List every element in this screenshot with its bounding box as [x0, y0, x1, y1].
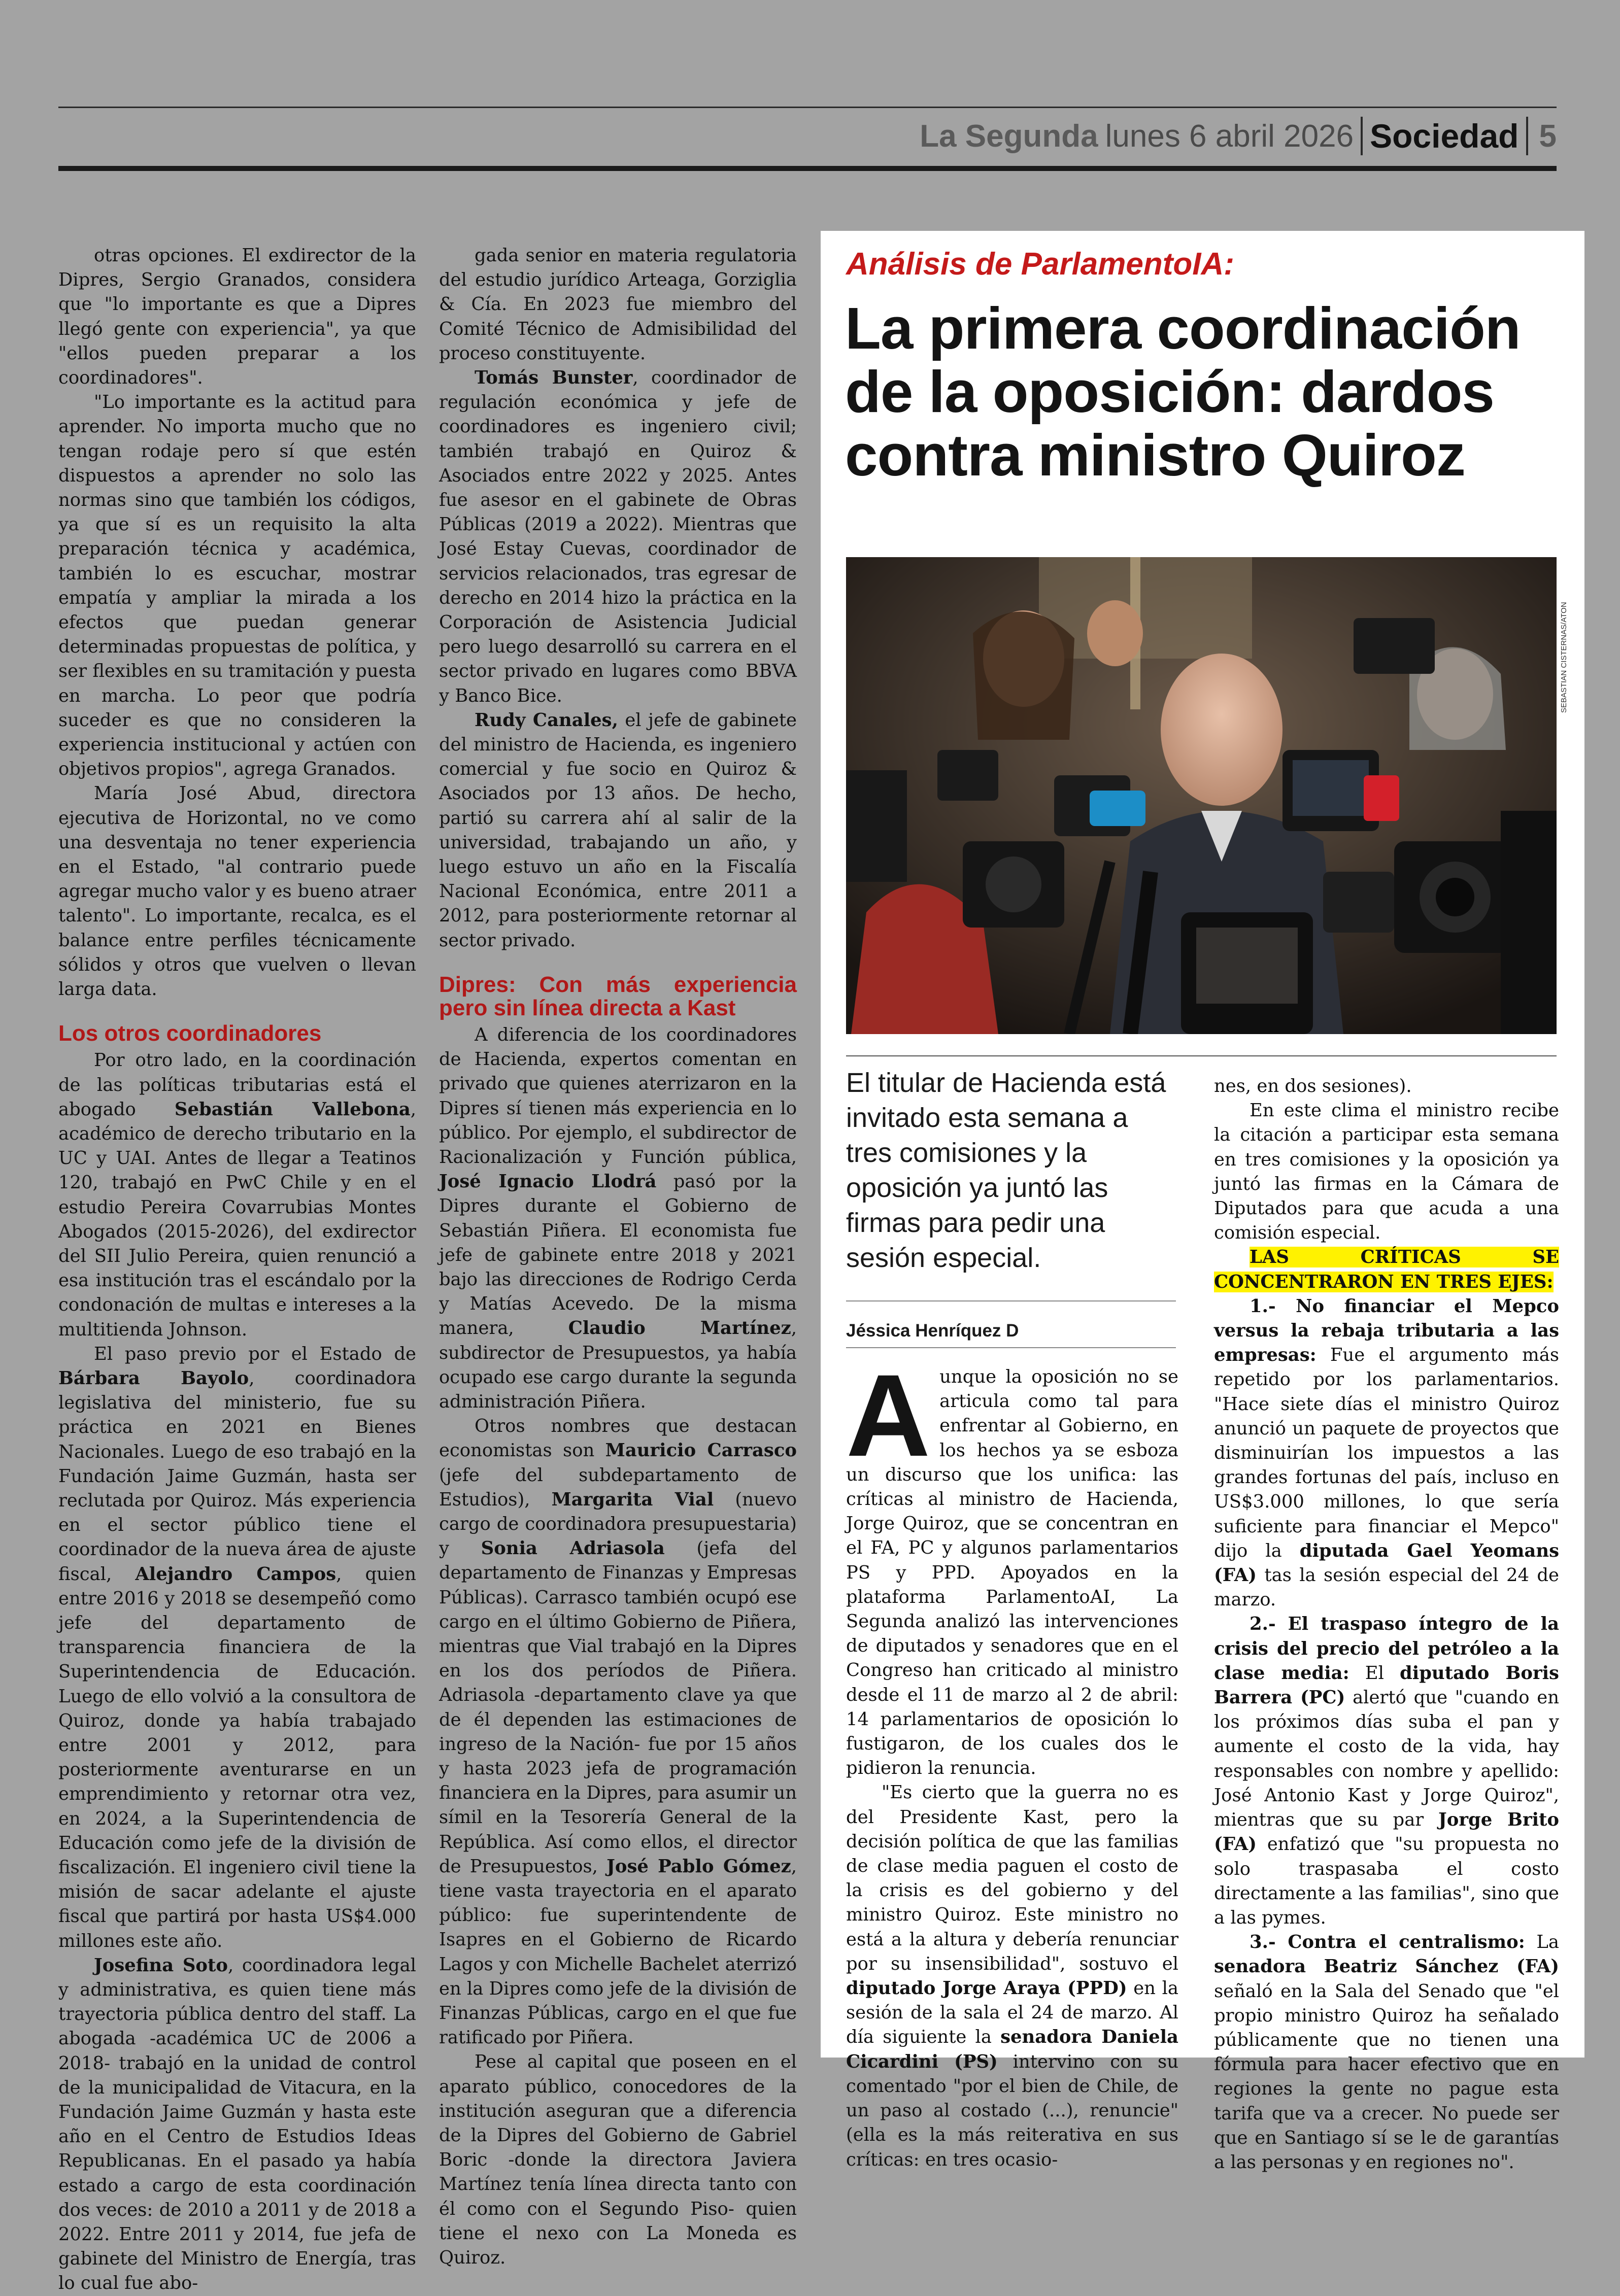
paragraph [1214, 1612, 1559, 1930]
text-run: , académico de derecho tributario en la UC y UAI. Antes de llegar a Teatinos 120, trabajó en PwC Chile y en el estudio Pereira Covarrubias Montes Abogados (2015-2026), del exdirector del SII Julio Pereira, quien renunció a esa institución tras el escándalo por la condonación de multas e intereses a la multitienda Johnson. [58, 1099, 417, 1340]
text-run: "Es cierto que la guerra no es del Presidente Kast, pero la decisión política de que las familias de clase media paguen el costo de la crisis es del gobierno y del ministro Quiroz. Este ministro no está a la altura y debería renunciar por su insensibilidad", sostuvo el [846, 1782, 1178, 1974]
text-run: diputado Boris Barrera (PC) [1214, 1662, 1559, 1708]
column-body [439, 244, 797, 953]
text-run: diputado Jorge Araya (PPD) [846, 1978, 1127, 1999]
paragraph [846, 1780, 1178, 2172]
text-run: alertó que "cuando en los próximos días suba el pan y aumente el costo de la vida, hay responsables con nombre y apellido: José Antonio Kast y Jorge Quiroz", mientras que su par [1214, 1687, 1559, 1831]
column-body [58, 244, 416, 1002]
text-run: Por otro lado, en la coordinación de las políticas tributarias está el abogado [58, 1050, 416, 1120]
text-run: el jefe de gabinete del ministro de Hacienda, es ingeniero comercial y fue socio en Quiroz & Asociados por 13 años. De hecho, partió su carrera ahí al salir de la universidad, trabajando un año, y luego estuvo un año en la Fiscalía Nacional Económica, entre 2011 a 2012, para posteriormente retornar al sector privado. [439, 709, 797, 951]
column-body [1214, 1074, 1559, 2175]
text-run: 2.- El traspaso íntegro de la crisis del precio del petróleo a la clase media: [1214, 1614, 1559, 1684]
panel-divider [846, 1055, 1557, 1056]
subheading: Los otros coordinadores [58, 1021, 322, 1046]
text-run: "Lo importante es la actitud para aprender. No importa mucho que no tengan rodaje pero sí que estén dispuestos a aprender no solo las normas sino que también los códigos, ya que sí es un requisito la alta preparación técnica y académica, también lo es escuchar, mostrar empatía y ampliar la mirada a los efectos que puedan generar determinadas propuestas de política, y ser flexibles en su tramitación y puesta en marcha. Lo peor que podría suceder es que no consideren la experiencia institucional y actúen con objetivos propios", agrega Granados. [58, 392, 416, 780]
text-run: (nuevo cargo de coordinadora presupuestaria) y [439, 1489, 797, 1559]
text-run: José Ignacio Llodrá [439, 1171, 657, 1192]
text-run: En este clima el ministro recibe la citación a participar esta semana en tres comisiones y la oposición ya juntó las firmas en la Cámara de Diputados para que acuda a una comisión especial. [1214, 1100, 1559, 1244]
text-run: pasó por la Dipres durante el Gobierno de Sebastián Piñera. El economista fue jefe de gabinete entre 2018 y 2021 bajo las direcciones de Rodrigo Cerda y Matías Acevedo. De la misma manera, [439, 1171, 797, 1339]
byline: Jéssica Henríquez D [846, 1321, 1019, 1341]
header-bottom-rule [58, 166, 1557, 171]
article-column-2 [439, 244, 797, 2270]
text-run: Margarita Vial [551, 1489, 714, 1510]
text-run: Pese al capital que poseen en el aparato público, conocedores de la institución aseguran que a diferencia de la Dipres del Gobierno de Gabriel Boric -donde la directora Javiera Martínez tenía línea directa tanto con él como con el Segundo Piso- quien tiene el nexo con La Moneda es Quiroz. [439, 2051, 797, 2269]
text-run: Sonia Adriasola [481, 1538, 665, 1559]
paragraph [58, 1342, 416, 1954]
text-run: , tiene vasta trayectoria en el aparato público: fue superintendente de Isapres en el Gobierno de Ricardo Lagos y con Michelle Bachelet aterrizó en la Dipres como jefe de la división de Finanzas Públicas, cargo en el que fue ratificado por Piñera. [439, 1856, 797, 2048]
column-body [846, 1350, 1179, 2172]
text-run: Josefina Soto [94, 1955, 228, 1976]
text-run: , subdirector de Presupuestos, ya había ocupado ese cargo durante la segunda administración Piñera. [439, 1318, 797, 1412]
paragraph [439, 1414, 797, 2050]
photo-credit: SEBASTIAN CISTERNAS/ATON [1560, 602, 1568, 713]
issue-date: lunes 6 abril 2026 [1105, 118, 1354, 154]
text-run: 3.- Contra el centralismo: [1250, 1932, 1525, 1953]
header-top-rule [58, 107, 1557, 108]
paragraph [439, 2050, 797, 2270]
column-body [439, 1023, 797, 2270]
text-run: intervino con su comentado "por el bien de Chile, de un paso al costado (...), renuncie" (ella es la más reiterativa en sus críticas: en tres ocasio- [846, 2051, 1179, 2170]
drop-cap: A [846, 1350, 931, 1481]
press-scrum-photo [846, 557, 1557, 1034]
text-run: Rudy Canales, [475, 709, 618, 731]
text-run: Mauricio Carrasco [605, 1440, 797, 1461]
text-run: El [1349, 1662, 1400, 1684]
section-name: Sociedad [1370, 117, 1519, 155]
paragraph [1214, 1294, 1559, 1613]
text-run: 1.- No financiar el Mepco versus la rebaja tributaria a las empresas: [1214, 1295, 1559, 1366]
header-separator [1361, 117, 1363, 155]
paragraph [1214, 1074, 1559, 1099]
kicker: Análisis de ParlamentoIA: [846, 247, 1234, 282]
subheading: Dipres: Con más experiencia pero sin línea directa a Kast [439, 972, 797, 1020]
text-run: , quien entre 2016 y 2018 se desempeñó como jefe del departamento de transparencia financiera de la Superintendencia de Educación. Luego de ello volvió a la consultora de Quiroz, donde ya había trabajado entre 2001 y 2012, para posteriormente aventurarse en un emprendimiento y retornar otra vez, en 2024, a la Superintendencia de Educación como jefe de la división de fiscalización. El ingeniero civil tiene la misión de sacar adelante el ajuste fiscal que partirá por hasta US$4.000 millones este año. [58, 1563, 416, 1951]
text-run: enfatizó que "su propuesta no solo traspasaba el costo directamente a las familias", sino que a las pymes. [1214, 1834, 1559, 1928]
text-run: Tomás Bunster [475, 367, 633, 389]
text-run: gada senior en materia regulatoria del estudio jurídico Arteaga, Gorziglia & Cía. En 2023 fue miembro del Comité Técnico de Admisibilidad del proceso constituyente. [439, 245, 797, 364]
text-run: Sebastián Vallebona [174, 1099, 411, 1120]
text-run: (jefe del subdepartamento de Estudios), [439, 1464, 797, 1510]
paragraph [439, 366, 797, 708]
paragraph [58, 390, 416, 781]
paragraph [58, 1048, 416, 1342]
text-run: unque la oposición no se articula como tal para enfrentar al Gobierno, en los hechos ya se esboza un discurso que los unifica: las críticas al ministro de Hacienda, Jorge Quiroz, que se concentran en el FA, PC y algunos parlamentarios PS y PPD. Apoyados en la plataforma ParlamentoAI, La Segunda analizó las intervenciones de diputados y senadores que en el Congreso han criticado al ministro desde el 11 de marzo al 2 de abril: 14 parlamentarios de oposición lo fustigaron, de los cuales dos le pidieron la renuncia. [846, 1366, 1178, 1779]
column-body [58, 1048, 416, 2295]
text-run: , coordinadora legal y administrativa, es quien tiene más trayectoria pública dentro del staff. La abogada -académica UC de 2006 a 2018- trabajó en la unidad de control de la municipalidad de Vitacura, en la Fundación Jaime Guzmán y hasta este año en el Centro de Estudios Ideas Republicanas. En el pasado ya había estado a cargo de esta coordinación dos veces: de 2010 a 2011 y de 2018 a 2022. Entre 2011 y 2014, fue jefa de gabinete del Ministro de Energía, tras lo cual fue abo- [58, 1955, 416, 2294]
text-run: tas la sesión especial del 24 de marzo. [1214, 1565, 1559, 1610]
text-run: José Pablo Gómez [606, 1856, 791, 1877]
text-run: Claudio Martínez [568, 1318, 791, 1339]
text-run: otras opciones. El exdirector de la Dipres, Sergio Granados, considera que "lo importante es que a Dipres llegó gente con experiencia", ya que "ellos pueden preparar a los coordinadores". [58, 245, 416, 389]
paragraph [58, 1954, 416, 2296]
header-separator [1526, 117, 1528, 155]
page-number: 5 [1539, 118, 1557, 154]
paragraph [58, 244, 416, 390]
text-run: diputada Gael Yeomans (FA) [1214, 1540, 1559, 1586]
article-column-1 [58, 244, 416, 2296]
paragraph [58, 781, 416, 1002]
text-run: Fue el argumento más repetido por los parlamentarios. "Hace siete días el ministro Quiroz anunció un paquete de proyectos que disminuirían los impuestos a las grandes fortunas del país, incluso en US$3.000 millones, lo que sería suficiente para financiar el Mepco" dijo la [1214, 1345, 1559, 1561]
text-run: Alejandro Campos [135, 1563, 336, 1585]
deck: El titular de Hacienda está invitado esta semana a tres comisiones y la oposición ya juntó las firmas para pedir una sesión especial. [846, 1068, 1166, 1273]
panel-column-1 [846, 1350, 1179, 2172]
paragraph [439, 708, 797, 953]
text-run: El paso previo por el Estado de [94, 1343, 416, 1364]
deck-divider [846, 1300, 1176, 1301]
text-run: (jefa del departamento de Finanzas y Empresas Públicas). Carrasco también ocupó ese cargo en el último Gobierno de Piñera, mientras que Vial trabajó en la Dipres en los dos períodos de Piñera. Adriasola -departamento clave ya que de él dependen las estimaciones de ingreso de la Nación- fue por 15 años y hasta 2023 jefa de programación financiera en la Dipres, para asumir un símil en la Tesorería General de la República. Así como ellos, el director de Presupuestos, [439, 1538, 797, 1877]
news-photo [846, 557, 1557, 1034]
text-run: , coordinadora legislativa del ministerio, fue su práctica en 2021 en Bienes Nacionales. Luego de eso trabajó en la Fundación Jaime Guzmán, hasta ser reclutada por Quiroz. Más experiencia en el sector público tiene el coordinador de la nueva área de ajuste fiscal, [58, 1367, 416, 1585]
paragraph [1214, 1245, 1559, 1294]
text-run: A diferencia de los coordinadores de Hacienda, expertos comentan en privado que quienes aterrizaron en la Dipres sí tienen más experiencia en lo público. Por ejemplo, el subdirector de Racionalización y Función pública, [439, 1024, 797, 1168]
text-run: LAS CRÍTICAS SE CONCENTRARON EN TRES EJES: [1214, 1247, 1559, 1292]
text-run: La [1525, 1932, 1559, 1953]
text-run: , coordinador de regulación económica y jefe de coordinadores es ingeniero civil; también trabajó en Quiroz & Asociados entre 2022 y 2025. Antes fue asesor en el gabinete de Obras Públicas (2019 a 2022). Mientras que José Estay Cuevas, coordinador de servicios relacionados, tras egresar de derecho en 2014 hizo la práctica en la Corporación de Asistencia Judicial pero luego desarrolló su carrera en el sector privado en lugares como BBVA y Banco Bice. [439, 367, 797, 706]
text-run: Otros nombres que destacan economistas son [439, 1416, 797, 1461]
page-header [58, 111, 1557, 162]
headline: La primera coordinación de la oposición: dardos contra ministro Quiroz [845, 295, 1521, 488]
paragraph [439, 244, 797, 366]
analysis-panel [821, 231, 1584, 2173]
text-run: señaló en la Sala del Senado que "el propio ministro Quiroz ha señalado públicamente que no tienen una fórmula para hacer efectivo que en regiones la gente no pague esta tarifa que va a crecer. No puede ser que en Santiago sí se le de garantías a las personas y en regiones no". [1214, 1980, 1559, 2173]
text-run: en la sesión de la sala el 24 de marzo. Al día siguiente la [846, 1978, 1178, 2048]
paragraph [439, 1023, 797, 1414]
byline-divider [846, 1347, 1176, 1348]
newspaper-name: La Segunda [920, 118, 1098, 154]
text-run: Bárbara Bayolo [58, 1367, 249, 1389]
text-run: Jorge Brito (FA) [1214, 1809, 1559, 1855]
text-run: senadora Daniela Cicardini (PS) [846, 2027, 1178, 2072]
panel-column-2 [1214, 1074, 1559, 2175]
paragraph [1214, 1930, 1559, 2175]
text-run: nes, en dos sesiones). [1214, 1076, 1412, 1096]
paragraph [1214, 1099, 1559, 1245]
text-run: senadora Beatriz Sánchez (FA) [1214, 1956, 1559, 1977]
text-run: María José Abud, directora ejecutiva de Horizontal, no ve como una desventaja no tener experiencia en el Estado, "al contrario puede agregar mucho valor y es bueno atraer talento". Lo importante, recalca, es el balance entre perfiles técnicamente sólidos y otros que vuelven o llevan larga data. [58, 783, 416, 1000]
